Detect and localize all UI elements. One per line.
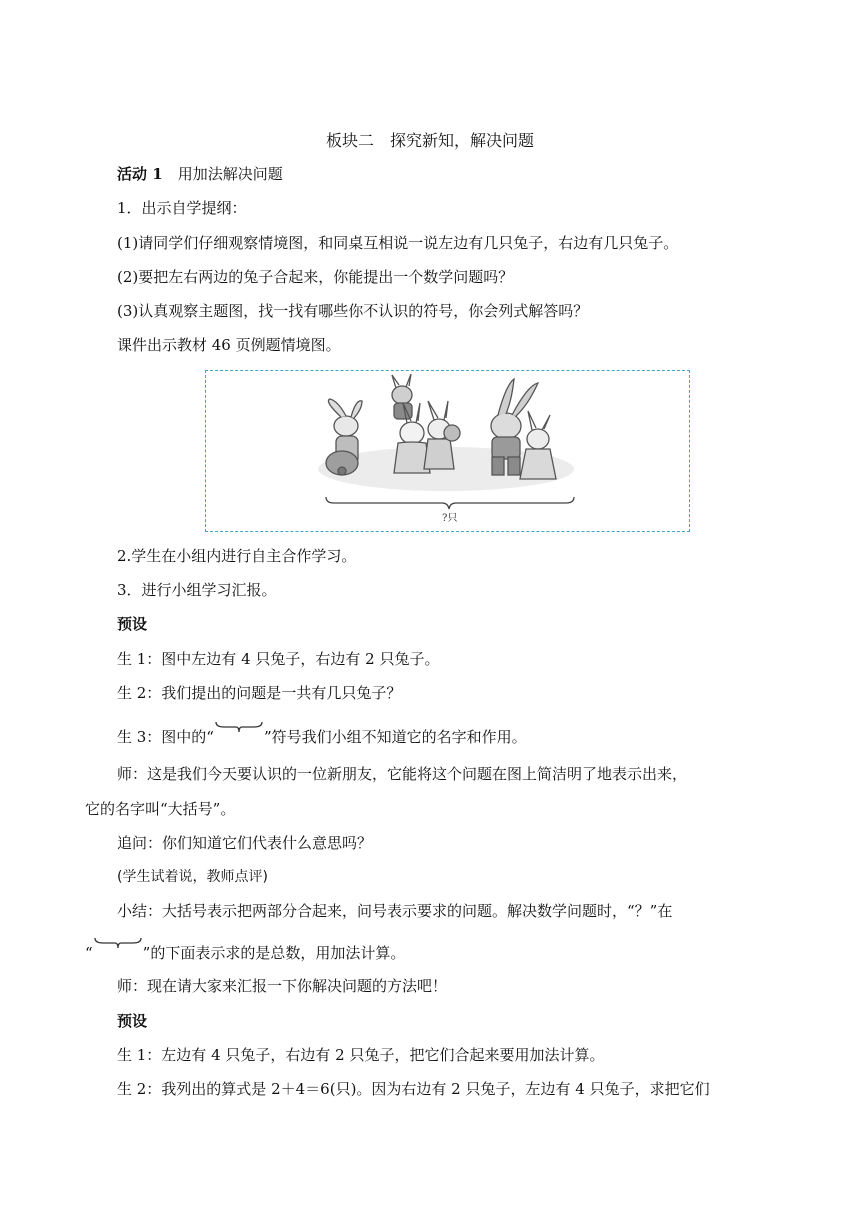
- activity-title: 用加法解决问题: [177, 165, 283, 183]
- step-2: 2.学生在小组内进行自主合作学习。: [117, 547, 357, 565]
- question-2: (2)要把左右两边的兔子合起来，你能提出一个数学问题吗？: [117, 268, 514, 286]
- right-rabbits-group: [491, 379, 556, 479]
- preset-label-1: 预设: [117, 615, 148, 633]
- courseware-note: 课件出示教材 46 页例题情境图。: [117, 336, 341, 354]
- section-title: 板块二 探究新知，解决问题: [325, 131, 534, 150]
- question-1: (1)请同学们仔细观察情境图，和同桌互相说一说左边有几只兔子，右边有几只兔子。: [117, 234, 679, 252]
- follow-up-question: 追问：你们知道它们代表什么意思吗？: [117, 834, 373, 852]
- activity-label: 活动 1: [117, 165, 163, 183]
- step-1: 1．出示自学提纲：: [117, 199, 247, 217]
- student-3-answer: [117, 727, 527, 747]
- student-2-answer: 生 2：我们提出的问题是一共有几只兔子？: [117, 684, 402, 702]
- rabbit-scene-illustration: [206, 371, 691, 533]
- student-1-answer: 生 1：图中左边有 4 只兔子，右边有 2 只兔子。: [117, 650, 440, 668]
- summary-line-1: 小结：大括号表示把两部分合起来，问号表示要求的问题。解决数学问题时，“？”在: [117, 902, 673, 920]
- teacher-prompt: 师：现在请大家来汇报一下你解决问题的方法吧！: [117, 977, 448, 995]
- question-3: (3)认真观察主题图，找一找有哪些你不认识的符号，你会列式解答吗？: [117, 302, 589, 320]
- teacher-line-1: 师：这是我们今天要认识的一位新朋友，它能将这个问题在图上简洁明了地表示出来，: [117, 765, 688, 783]
- summary-line-2: [85, 943, 405, 963]
- teacher-line-2: 它的名字叫“大括号”。: [85, 800, 236, 818]
- summary-rest: ”的下面表示求的是总数，用加法计算。: [142, 944, 406, 962]
- student-2-method: 生 2：我列出的算式是 2＋4＝6(只)。因为右边有 2 只兔子，左边有 4 只兔子，求把它们: [117, 1080, 710, 1098]
- rabbit-scene-figure: [205, 370, 690, 532]
- summary-open-quote: “: [85, 944, 93, 962]
- student-1-method: 生 1：左边有 4 只兔子，右边有 2 只兔子，把它们合起来要用加法计算。: [117, 1046, 605, 1064]
- figure-caption: ?只: [442, 513, 458, 524]
- student-3-before: 生 3：图中的“: [117, 728, 214, 746]
- brace-symbol-icon: [214, 727, 264, 747]
- step-3: 3．进行小组学习汇报。: [117, 581, 277, 599]
- scene-brace: [326, 497, 574, 509]
- brace-symbol-icon: [93, 943, 143, 963]
- preset-label-2: 预设: [117, 1012, 148, 1030]
- student-3-after: ”符号我们小组不知道它的名字和作用。: [263, 728, 527, 746]
- teacher-note: (学生试着说，教师点评): [117, 869, 268, 885]
- activity-heading: [117, 164, 283, 184]
